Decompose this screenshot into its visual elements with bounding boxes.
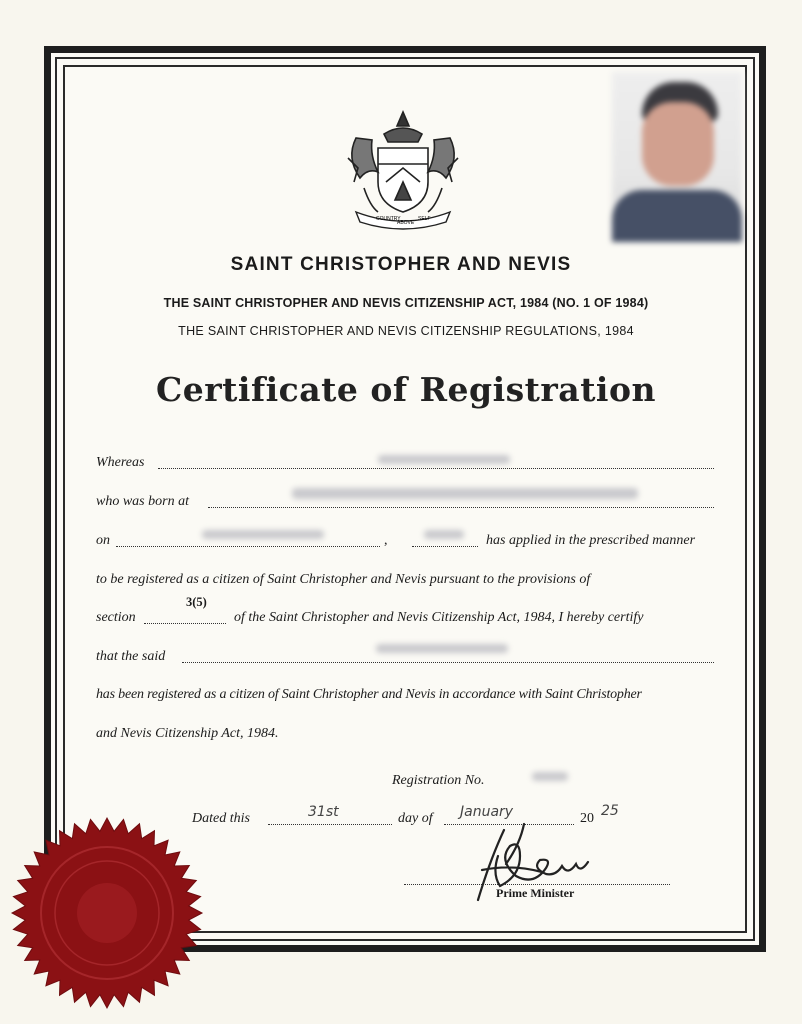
comma: , [384, 533, 388, 548]
signatory-title: Prime Minister [496, 886, 575, 900]
section-dotted-line [144, 623, 226, 624]
date-dotted-line [116, 546, 380, 547]
act-closing-text: and Nevis Citizenship Act, 1984. [96, 726, 279, 741]
registered-accordance-text: has been registered as a citizen of Saint Christopher and Nevis in accordance with Saint Christopher [96, 687, 642, 702]
section-number: 3(5) [186, 595, 207, 609]
redacted-year [424, 530, 464, 539]
applicant-photo [612, 72, 742, 242]
registration-number-label: Registration No. [392, 773, 485, 788]
registered-text: to be registered as a citizen of Saint Christopher and Nevis pursuant to the provisions of [96, 572, 591, 587]
crest-motto-right: SELF [418, 216, 431, 222]
born-at-dotted-line [208, 507, 714, 508]
whereas-label: Whereas [96, 455, 145, 470]
day-of-label: day of [398, 811, 433, 826]
red-wax-seal-icon [10, 816, 204, 1010]
that-said-dotted-line [182, 662, 714, 663]
redacted-birthplace [292, 488, 638, 499]
year-dotted-line [412, 546, 478, 547]
redacted-name [378, 455, 510, 464]
country-heading: SAINT CHRISTOPHER AND NEVIS [230, 254, 572, 275]
regulations-heading: THE SAINT CHRISTOPHER AND NEVIS CITIZENSHIP REGULATIONS, 1984 [178, 324, 634, 338]
certificate-title: Certificate of Registration [156, 370, 656, 409]
day-value: 31st [308, 804, 339, 820]
crest-motto-center: ABOVE [397, 220, 415, 226]
crest-motto-left: COUNTRY [376, 216, 401, 222]
redacted-registration-number [532, 772, 568, 781]
whereas-dotted-line [158, 468, 714, 469]
act-heading: THE SAINT CHRISTOPHER AND NEVIS CITIZENSHIP ACT, 1984 (NO. 1 OF 1984) [163, 296, 649, 310]
act-certify-text: of the Saint Christopher and Nevis Citizenship Act, 1984, I hereby certify [234, 610, 644, 625]
coat-of-arms-icon [342, 108, 464, 232]
born-at-label: who was born at [96, 494, 189, 509]
day-dotted-line [268, 824, 392, 825]
on-label: on [96, 533, 110, 548]
redacted-name-2 [376, 644, 508, 653]
that-said-label: that the said [96, 649, 166, 664]
month-value: January [460, 804, 514, 820]
applied-text: has applied in the prescribed manner [486, 533, 696, 548]
redacted-birthdate [202, 530, 324, 539]
section-label: section [96, 610, 136, 625]
year-suffix: 25 [601, 803, 619, 819]
year-prefix: 20 [580, 811, 594, 826]
dated-this-label: Dated this [192, 811, 250, 826]
